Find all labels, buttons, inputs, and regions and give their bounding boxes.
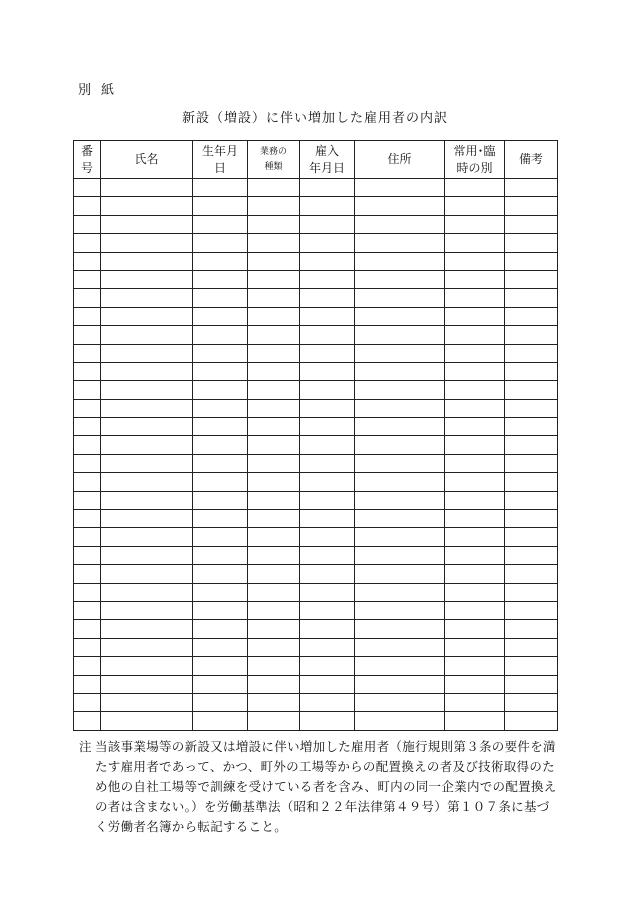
table-cell[interactable] [248, 657, 300, 675]
header-birthdate: 生年月 日 [193, 141, 248, 179]
table-cell[interactable] [193, 362, 248, 380]
table-cell[interactable] [505, 289, 558, 307]
table-cell[interactable] [300, 179, 355, 197]
table-cell[interactable] [248, 418, 300, 436]
table-cell[interactable] [248, 326, 300, 344]
table-cell[interactable] [193, 454, 248, 472]
table-row [74, 473, 558, 491]
table-cell[interactable] [445, 675, 505, 693]
table-cell[interactable] [445, 657, 505, 675]
table-cell[interactable] [300, 344, 355, 362]
table-cell[interactable] [445, 473, 505, 491]
table-cell[interactable] [74, 491, 101, 509]
table-cell[interactable] [193, 620, 248, 638]
table-cell[interactable] [355, 601, 445, 619]
table-cell[interactable] [74, 712, 101, 730]
table-row [74, 197, 558, 215]
table-cell[interactable] [505, 638, 558, 656]
table-cell[interactable] [300, 601, 355, 619]
table-row [74, 675, 558, 693]
table-cell[interactable] [445, 381, 505, 399]
table-cell[interactable] [445, 528, 505, 546]
table-row [74, 270, 558, 288]
table-cell[interactable] [101, 381, 193, 399]
table-cell[interactable] [300, 638, 355, 656]
table-cell[interactable] [445, 693, 505, 711]
table-cell[interactable] [445, 583, 505, 601]
table-cell[interactable] [505, 528, 558, 546]
table-cell[interactable] [505, 179, 558, 197]
table-cell[interactable] [355, 362, 445, 380]
table-cell[interactable] [74, 583, 101, 601]
table-cell[interactable] [74, 620, 101, 638]
table-cell[interactable] [74, 307, 101, 325]
table-row [74, 528, 558, 546]
table-cell[interactable] [355, 326, 445, 344]
table-cell[interactable] [248, 179, 300, 197]
table-cell[interactable] [355, 436, 445, 454]
table-cell[interactable] [300, 381, 355, 399]
table-cell[interactable] [355, 307, 445, 325]
table-cell[interactable] [74, 675, 101, 693]
table-cell[interactable] [248, 454, 300, 472]
table-cell[interactable] [101, 270, 193, 288]
table-cell[interactable] [101, 215, 193, 233]
table-cell[interactable] [300, 675, 355, 693]
table-cell[interactable] [193, 712, 248, 730]
table-cell[interactable] [101, 252, 193, 270]
table-cell[interactable] [74, 197, 101, 215]
table-cell[interactable] [300, 399, 355, 417]
table-cell[interactable] [300, 362, 355, 380]
table-row [74, 546, 558, 564]
table-row [74, 418, 558, 436]
table-cell[interactable] [101, 638, 193, 656]
table-cell[interactable] [445, 510, 505, 528]
table-cell[interactable] [300, 546, 355, 564]
table-cell[interactable] [248, 436, 300, 454]
table-row [74, 344, 558, 362]
table-cell[interactable] [300, 510, 355, 528]
table-cell[interactable] [248, 565, 300, 583]
table-cell[interactable] [300, 436, 355, 454]
table-cell[interactable] [505, 454, 558, 472]
table-cell[interactable] [445, 270, 505, 288]
table-cell[interactable] [101, 307, 193, 325]
header-number: 番 号 [74, 141, 101, 179]
table-cell[interactable] [248, 307, 300, 325]
table-cell[interactable] [355, 657, 445, 675]
table-cell[interactable] [445, 491, 505, 509]
table-cell[interactable] [193, 326, 248, 344]
table-cell[interactable] [193, 399, 248, 417]
table-cell[interactable] [101, 565, 193, 583]
table-cell[interactable] [74, 473, 101, 491]
table-cell[interactable] [248, 473, 300, 491]
table-row [74, 252, 558, 270]
table-row [74, 712, 558, 730]
table-cell[interactable] [248, 712, 300, 730]
table-cell[interactable] [445, 601, 505, 619]
table-cell[interactable] [101, 675, 193, 693]
table-cell[interactable] [248, 252, 300, 270]
table-cell[interactable] [74, 344, 101, 362]
table-cell[interactable] [193, 565, 248, 583]
table-cell[interactable] [355, 510, 445, 528]
table-cell[interactable] [505, 473, 558, 491]
table-cell[interactable] [74, 454, 101, 472]
table-cell[interactable] [505, 252, 558, 270]
table-row [74, 638, 558, 656]
table-cell[interactable] [300, 491, 355, 509]
footnote [73, 737, 557, 837]
table-cell[interactable] [193, 270, 248, 288]
table-cell[interactable] [300, 693, 355, 711]
table-cell[interactable] [300, 252, 355, 270]
table-cell[interactable] [355, 454, 445, 472]
table-cell[interactable] [101, 454, 193, 472]
table-cell[interactable] [300, 215, 355, 233]
table-cell[interactable] [355, 252, 445, 270]
table-cell[interactable] [193, 473, 248, 491]
table-row [74, 601, 558, 619]
table-cell[interactable] [101, 436, 193, 454]
table-cell[interactable] [193, 418, 248, 436]
table-cell[interactable] [193, 215, 248, 233]
table-cell[interactable] [193, 638, 248, 656]
table-cell[interactable] [355, 638, 445, 656]
table-cell[interactable] [74, 436, 101, 454]
table-cell[interactable] [355, 546, 445, 564]
table-cell[interactable] [248, 270, 300, 288]
table-cell[interactable] [101, 234, 193, 252]
table-cell[interactable] [300, 234, 355, 252]
table-cell[interactable] [445, 307, 505, 325]
table-cell[interactable] [193, 491, 248, 509]
table-cell[interactable] [355, 418, 445, 436]
table-cell[interactable] [101, 510, 193, 528]
table-cell[interactable] [300, 197, 355, 215]
table-row [74, 583, 558, 601]
table-cell[interactable] [193, 546, 248, 564]
table-cell[interactable] [505, 197, 558, 215]
table-cell[interactable] [248, 601, 300, 619]
table-row [74, 215, 558, 233]
table-cell[interactable] [248, 510, 300, 528]
table-cell[interactable] [505, 326, 558, 344]
table-cell[interactable] [355, 473, 445, 491]
table-cell[interactable] [193, 307, 248, 325]
table-cell[interactable] [101, 473, 193, 491]
table-cell[interactable] [248, 362, 300, 380]
table-cell[interactable] [355, 565, 445, 583]
table-cell[interactable] [355, 693, 445, 711]
table-cell[interactable] [505, 565, 558, 583]
table-cell[interactable] [355, 528, 445, 546]
table-cell[interactable] [445, 638, 505, 656]
table-row [74, 491, 558, 509]
table-cell[interactable] [74, 418, 101, 436]
table-cell[interactable] [355, 344, 445, 362]
table-cell[interactable] [74, 234, 101, 252]
table-cell[interactable] [74, 179, 101, 197]
table-cell[interactable] [248, 620, 300, 638]
table-cell[interactable] [248, 693, 300, 711]
table-row [74, 234, 558, 252]
table-cell[interactable] [74, 657, 101, 675]
table-cell[interactable] [505, 436, 558, 454]
table-cell[interactable] [355, 381, 445, 399]
table-cell[interactable] [193, 436, 248, 454]
table-cell[interactable] [300, 307, 355, 325]
table-cell[interactable] [248, 344, 300, 362]
table-cell[interactable] [355, 289, 445, 307]
table-cell[interactable] [505, 712, 558, 730]
header-remarks: 備考 [505, 141, 558, 179]
table-cell[interactable] [300, 289, 355, 307]
table-cell[interactable] [193, 344, 248, 362]
table-cell[interactable] [505, 270, 558, 288]
table-cell[interactable] [101, 546, 193, 564]
document-label: 別紙 [78, 83, 125, 98]
table-cell[interactable] [193, 179, 248, 197]
table-cell[interactable] [101, 399, 193, 417]
table-cell[interactable] [74, 326, 101, 344]
table-cell[interactable] [248, 546, 300, 564]
table-cell[interactable] [355, 399, 445, 417]
table-cell[interactable] [505, 381, 558, 399]
table-cell[interactable] [74, 215, 101, 233]
table-cell[interactable] [505, 601, 558, 619]
table-cell[interactable] [248, 528, 300, 546]
table-cell[interactable] [248, 638, 300, 656]
table-cell[interactable] [445, 326, 505, 344]
table-cell[interactable] [445, 252, 505, 270]
table-cell[interactable] [505, 491, 558, 509]
table-row [74, 620, 558, 638]
table-cell[interactable] [445, 436, 505, 454]
table-cell[interactable] [248, 399, 300, 417]
employee-table [73, 140, 558, 731]
table-cell[interactable] [248, 197, 300, 215]
table-cell[interactable] [355, 583, 445, 601]
table-cell[interactable] [505, 583, 558, 601]
table-cell[interactable] [300, 565, 355, 583]
table-cell[interactable] [74, 252, 101, 270]
footnote-text: 当該事業場等の新設又は増設に伴い増加した雇用者（施行規則第３条の要件を満たす雇用者であって、かつ、町外の工場等からの配置換えの者及び技術取得のため他の自社工場等で訓練を受けている者を含み、町内の同一企業内での配置換えの者は含まない。）を労働基準法（昭和２２年法律第４９号）第１０７条に基づく労働者名簿から転記すること。 [95, 739, 557, 834]
table-cell[interactable] [74, 362, 101, 380]
table-cell[interactable] [248, 675, 300, 693]
table-cell[interactable] [445, 546, 505, 564]
table-cell[interactable] [445, 418, 505, 436]
table-cell[interactable] [445, 362, 505, 380]
table-cell[interactable] [101, 197, 193, 215]
table-cell[interactable] [445, 215, 505, 233]
table-cell[interactable] [74, 693, 101, 711]
table-cell[interactable] [193, 510, 248, 528]
table-cell[interactable] [101, 693, 193, 711]
table-row [74, 565, 558, 583]
table-cell[interactable] [445, 289, 505, 307]
table-cell[interactable] [101, 179, 193, 197]
table-row [74, 307, 558, 325]
table-cell[interactable] [355, 620, 445, 638]
table-cell[interactable] [74, 528, 101, 546]
table-cell[interactable] [445, 234, 505, 252]
table-cell[interactable] [193, 528, 248, 546]
table-cell[interactable] [193, 675, 248, 693]
table-cell[interactable] [505, 620, 558, 638]
table-cell[interactable] [300, 270, 355, 288]
table-cell[interactable] [505, 234, 558, 252]
table-cell[interactable] [193, 197, 248, 215]
table-cell[interactable] [74, 601, 101, 619]
table-cell[interactable] [355, 215, 445, 233]
table-row [74, 510, 558, 528]
table-cell[interactable] [101, 583, 193, 601]
table-cell[interactable] [74, 546, 101, 564]
table-cell[interactable] [248, 381, 300, 399]
table-cell[interactable] [505, 546, 558, 564]
table-cell[interactable] [193, 252, 248, 270]
table-row [74, 454, 558, 472]
table-row [74, 657, 558, 675]
table-cell[interactable] [300, 473, 355, 491]
footnote-mark: 注 [79, 739, 92, 754]
table-cell[interactable] [355, 179, 445, 197]
table-row [74, 693, 558, 711]
table-cell[interactable] [505, 418, 558, 436]
table-cell[interactable] [101, 491, 193, 509]
table-cell[interactable] [355, 197, 445, 215]
table-cell[interactable] [300, 454, 355, 472]
table-cell[interactable] [445, 344, 505, 362]
table-cell[interactable] [74, 638, 101, 656]
header-job-type: 業務の 種類 [248, 141, 300, 179]
header-hire-date: 雇入 年月日 [300, 141, 355, 179]
document-title: 新設（増設）に伴い増加した雇用者の内訳 [181, 111, 448, 126]
table-cell[interactable] [101, 289, 193, 307]
table-cell[interactable] [445, 620, 505, 638]
table-cell[interactable] [101, 418, 193, 436]
table-cell[interactable] [248, 583, 300, 601]
table-row [74, 179, 558, 197]
table-cell[interactable] [101, 601, 193, 619]
table-cell[interactable] [300, 326, 355, 344]
table-cell[interactable] [74, 510, 101, 528]
table-cell[interactable] [74, 399, 101, 417]
table-cell[interactable] [101, 344, 193, 362]
header-row [74, 141, 558, 179]
table-cell[interactable] [101, 326, 193, 344]
table-cell[interactable] [355, 234, 445, 252]
table-cell[interactable] [101, 712, 193, 730]
table-cell[interactable] [505, 215, 558, 233]
table-cell[interactable] [300, 418, 355, 436]
table-cell[interactable] [193, 234, 248, 252]
table-cell[interactable] [300, 528, 355, 546]
table-cell[interactable] [248, 215, 300, 233]
table-cell[interactable] [101, 362, 193, 380]
table-cell[interactable] [248, 234, 300, 252]
table-cell[interactable] [193, 693, 248, 711]
table-cell[interactable] [355, 712, 445, 730]
table-cell[interactable] [445, 565, 505, 583]
table-cell[interactable] [505, 344, 558, 362]
table-cell[interactable] [300, 620, 355, 638]
table-cell[interactable] [505, 362, 558, 380]
table-cell[interactable] [300, 712, 355, 730]
table-cell[interactable] [505, 675, 558, 693]
table-cell[interactable] [445, 179, 505, 197]
table-cell[interactable] [193, 381, 248, 399]
table-cell[interactable] [101, 620, 193, 638]
table-cell[interactable] [248, 491, 300, 509]
table-cell[interactable] [74, 381, 101, 399]
table-cell[interactable] [445, 197, 505, 215]
table-row [74, 399, 558, 417]
table-cell[interactable] [355, 675, 445, 693]
table-cell[interactable] [505, 510, 558, 528]
table-cell[interactable] [505, 657, 558, 675]
table-cell[interactable] [445, 712, 505, 730]
table-cell[interactable] [300, 657, 355, 675]
table-cell[interactable] [74, 270, 101, 288]
table-cell[interactable] [248, 289, 300, 307]
table-cell[interactable] [193, 601, 248, 619]
table-row [74, 362, 558, 380]
table-cell[interactable] [505, 307, 558, 325]
table-cell[interactable] [74, 289, 101, 307]
table-row [74, 436, 558, 454]
table-cell[interactable] [193, 583, 248, 601]
table-cell[interactable] [101, 657, 193, 675]
table-cell[interactable] [505, 693, 558, 711]
table-cell[interactable] [101, 528, 193, 546]
header-address: 住所 [355, 141, 445, 179]
table-cell[interactable] [74, 565, 101, 583]
table-cell[interactable] [505, 399, 558, 417]
table-row [74, 381, 558, 399]
table-cell[interactable] [300, 583, 355, 601]
table-cell[interactable] [193, 657, 248, 675]
table-cell[interactable] [355, 270, 445, 288]
table-row [74, 289, 558, 307]
table-cell[interactable] [355, 491, 445, 509]
header-employment-type: 常用･臨 時の別 [445, 141, 505, 179]
header-name: 氏名 [101, 141, 193, 179]
table-row [74, 326, 558, 344]
table-cell[interactable] [193, 289, 248, 307]
table-cell[interactable] [445, 399, 505, 417]
table-cell[interactable] [445, 454, 505, 472]
